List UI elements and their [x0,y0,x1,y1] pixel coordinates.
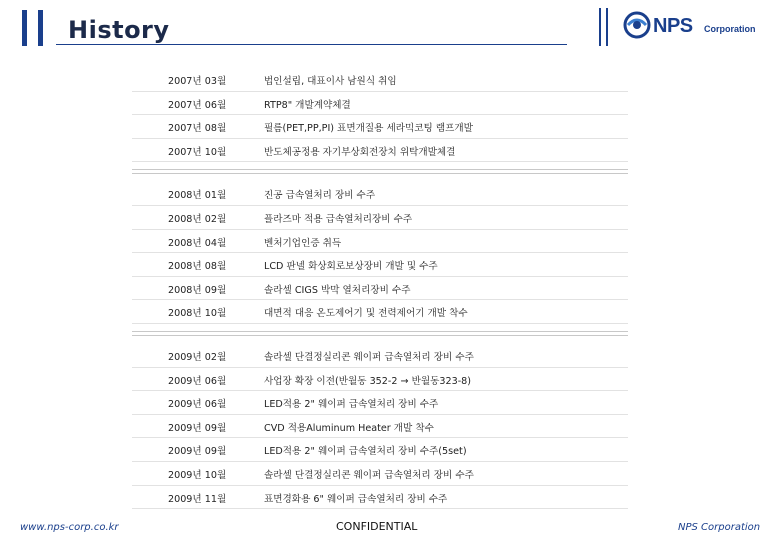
logo-mark-icon [622,10,652,40]
table-row [132,182,628,206]
row-date: 2009년 11월 [168,493,227,505]
table-row [132,206,628,230]
table-row [132,368,628,392]
header-accent-bar-right-1 [599,8,601,46]
row-date: 2007년 03월 [168,76,227,87]
history-group-2007 [132,68,628,162]
row-description: 진공 급속열처리 장비 수주 [264,190,376,202]
row-date: 2008년 01월 [168,190,227,202]
table-row [132,277,628,301]
table-row [132,115,628,139]
row-date: 2009년 09월 [168,422,227,434]
footer-company-name: NPS Corporation [678,522,761,533]
row-date: 2008년 04월 [168,237,227,249]
row-date: 2009년 10월 [168,469,227,481]
row-description: 필름(PET,PP,PI) 표면개질용 세라믹코팅 램프개발 [264,123,473,135]
row-description: 법인설립, 대표이사 남원식 취임 [264,76,397,87]
row-description: 벤처기업인증 취득 [264,237,342,249]
row-description: LED적용 2" 웨이퍼 급속열처리 장비 수주(5set) [264,446,467,458]
group-separator [132,324,628,344]
table-row [132,253,628,277]
table-row [132,139,628,163]
row-date: 2008년 09월 [168,284,227,296]
history-group-2008 [132,182,628,324]
confidential-label: CONFIDENTIAL [336,520,418,533]
row-description: 플라즈마 적용 급속열처리장비 수주 [264,213,413,225]
row-date: 2009년 06월 [168,375,227,387]
table-row [132,391,628,415]
row-date: 2007년 06월 [168,99,227,111]
row-description: 반도체공정용 자기부상회전장치 위탁개발체결 [264,146,456,158]
row-description: 솔라셀 CIGS 박막 열처리장비 수주 [264,284,411,296]
header-accent-bar-left-1 [22,10,27,46]
header-accent-bar-left-2 [38,10,43,46]
table-row [132,438,628,462]
row-date: 2008년 08월 [168,261,227,273]
history-table [132,68,628,509]
website-link[interactable]: www.nps-corp.co.kr [20,522,119,533]
history-group-2009 [132,344,628,509]
row-description: 표면경화용 6" 웨이퍼 급속열처리 장비 수주 [264,493,448,505]
company-logo [622,10,762,42]
row-description: CVD 적용Aluminum Heater 개발 착수 [264,422,434,434]
row-description: RTP8" 개발계약체결 [264,99,351,111]
table-row [132,92,628,116]
table-row [132,462,628,486]
row-description: 대면적 대응 온도제어기 및 전력제어기 개발 착수 [264,308,468,320]
row-description: LCD 판넬 화상회로보상장비 개발 및 수주 [264,261,438,273]
row-description: 사업장 확장 이전(반월동 352-2 → 반월동323-8) [264,375,472,387]
header-rule [56,44,567,45]
logo-text: NPS [653,15,693,37]
row-date: 2008년 10월 [168,308,227,320]
row-date: 2007년 10월 [168,146,227,158]
table-row [132,68,628,92]
row-description: 솔라셀 단결정실리콘 웨이퍼 급속열처리 장비 수주 [264,351,474,363]
table-row [132,230,628,254]
row-description: 솔라셀 단결정실리콘 웨이퍼 급속열처리 장비 수주 [264,469,474,481]
page-title: History [68,16,170,44]
row-date: 2007년 08월 [168,123,227,135]
table-row [132,486,628,510]
row-date: 2009년 02월 [168,351,227,363]
table-row [132,415,628,439]
row-date: 2009년 06월 [168,399,227,411]
table-row [132,300,628,324]
row-date: 2009년 09월 [168,446,227,458]
table-row [132,344,628,368]
row-description: LED적용 2" 웨이퍼 급속열처리 장비 수주 [264,399,439,411]
row-date: 2008년 02월 [168,213,227,225]
logo-subtext: Corporation [704,24,756,34]
header-accent-bar-right-2 [606,8,608,46]
group-separator [132,162,628,182]
